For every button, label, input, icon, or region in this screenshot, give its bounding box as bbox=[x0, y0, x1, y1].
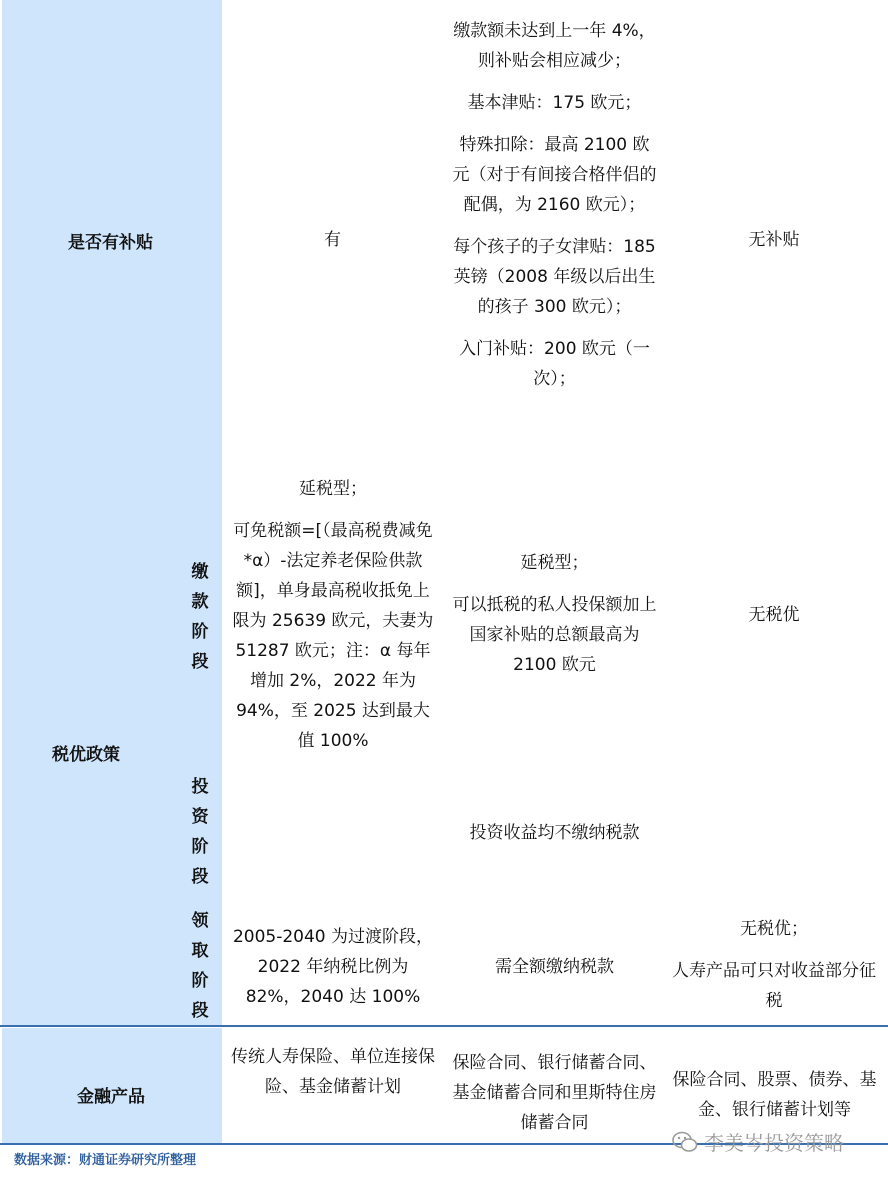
withdrawal-col3-line: 人寿产品可只对收益部分征税 bbox=[672, 961, 876, 1011]
subsidy-col2-line: 每个孩子的子女津贴：185 英镑（2008 年级以后出生的孩子 300 欧元）； bbox=[453, 237, 656, 317]
subsidy-col3: 无补贴 bbox=[748, 230, 800, 250]
contribution-col2-line: 延税型； bbox=[520, 553, 589, 573]
subsidy-col2-line: 基本津贴：175 欧元； bbox=[467, 93, 642, 113]
contribution-col1-line: 延税型； bbox=[299, 479, 367, 499]
subsidy-col2 bbox=[452, 16, 657, 394]
withdrawal-col3-line: 无税优； bbox=[740, 919, 808, 939]
withdrawal-col3 bbox=[668, 914, 880, 1016]
contribution-col3: 无税优 bbox=[748, 605, 800, 625]
subsidy-col1: 有 bbox=[324, 230, 341, 250]
products-col2: 保险合同、银行储蓄合同、基金储蓄合同和里斯特住房储蓄合同 bbox=[452, 1053, 657, 1133]
products-col3: 保险合同、股票、债券、基金、银行储蓄计划等 bbox=[672, 1070, 877, 1120]
contribution-col2 bbox=[452, 548, 657, 680]
watermark-text: 李美岑投资策略 bbox=[704, 1131, 844, 1155]
section-divider bbox=[0, 1025, 888, 1027]
stage-label-withdrawal: 领取阶段 bbox=[191, 911, 209, 1021]
subsidy-col2-line: 缴款额未达到上一年 4%，则补贴会相应减少； bbox=[453, 21, 656, 71]
row-header-tax: 税优政策 bbox=[52, 745, 120, 765]
products-col1: 传统人寿保险、单位连接保险、基金储蓄计划 bbox=[231, 1047, 435, 1097]
watermark bbox=[672, 1127, 844, 1156]
wechat-icon bbox=[672, 1131, 698, 1153]
subsidy-col2-line: 入门补贴：200 欧元（一次）； bbox=[459, 339, 650, 389]
source-note: 数据来源：财通证券研究所整理 bbox=[14, 1153, 197, 1168]
contribution-col1-line: 可免税额=[（最高税费减免*α）-法定养老保险供款额]，单身最高税收抵免上限为 25639 欧元，夫妻为 51287 欧元；注：α 每年增加 2%，2022 年为 94%，至 2025 达到最大值 100% bbox=[232, 521, 434, 751]
stage-label-investment: 投资阶段 bbox=[191, 777, 209, 887]
contribution-col2-line: 可以抵税的私人投保额加上国家补贴的总额最高为 2100 欧元 bbox=[452, 595, 657, 675]
withdrawal-col2: 需全额缴纳税款 bbox=[495, 957, 614, 977]
contribution-col1 bbox=[228, 474, 438, 756]
subsidy-col2-line: 特殊扣除：最高 2100 欧元（对于有间接合格伴侣的配偶，为 2160 欧元）； bbox=[452, 135, 657, 215]
stage-label-contribution: 缴款阶段 bbox=[191, 562, 209, 672]
row-header-products: 金融产品 bbox=[77, 1087, 145, 1107]
investment-col2: 投资收益均不缴纳税款 bbox=[469, 823, 640, 843]
row-header-subsidy: 是否有补贴 bbox=[68, 233, 153, 253]
withdrawal-col1: 2005-2040 为过渡阶段，2022 年纳税比例为 82%，2040 达 100% bbox=[232, 927, 434, 1007]
